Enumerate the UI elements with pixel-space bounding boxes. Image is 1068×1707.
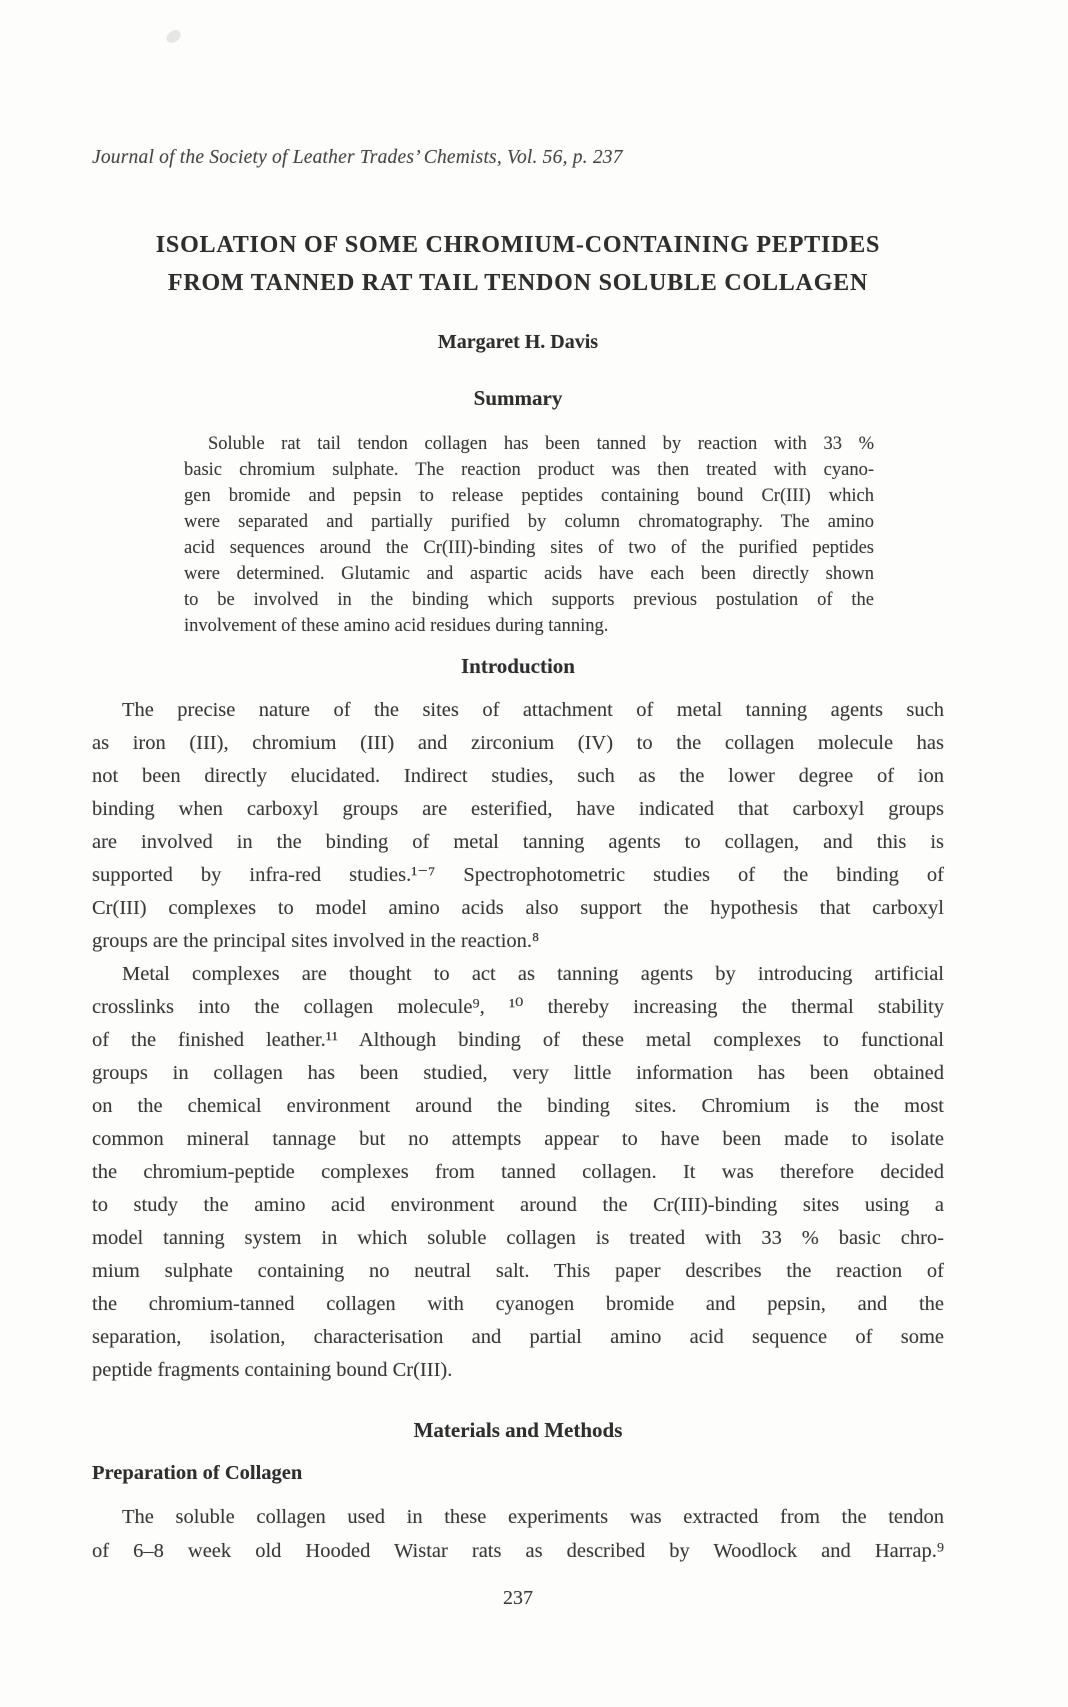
summary-paragraph xyxy=(184,431,874,639)
page-number: 237 xyxy=(503,1587,533,1609)
materials-and-methods-heading: Materials and Methods xyxy=(413,1418,623,1442)
text-line: The soluble collagen used in these experiments was extracted from the tendon xyxy=(122,1506,944,1528)
text-line: acid sequences around the Cr(III)-binding sites of two of the purified peptides xyxy=(184,538,874,558)
text-line: binding when carboxyl groups are esterified, have indicated that carboxyl groups xyxy=(92,798,944,820)
text-line: the chromium-peptide complexes from tanned collagen. It was therefore decided xyxy=(92,1161,944,1183)
summary-heading: Summary xyxy=(473,386,563,410)
text-line: of 6–8 week old Hooded Wistar rats as described by Woodlock and Harrap.⁹ xyxy=(92,1540,944,1562)
text-line: separation, isolation, characterisation and partial amino acid sequence of some xyxy=(92,1326,944,1348)
text-line: groups are the principal sites involved in the reaction.⁸ xyxy=(92,930,540,952)
text-line: basic chromium sulphate. The reaction product was then treated with cyano- xyxy=(184,460,874,480)
text-line: mium sulphate containing no neutral salt. This paper describes the reaction of xyxy=(92,1260,944,1282)
article-title xyxy=(92,226,944,302)
introduction-paragraph-1 xyxy=(92,694,944,958)
text-line: to be involved in the binding which supports previous postulation of the xyxy=(184,590,874,610)
author-name: Margaret H. Davis xyxy=(437,331,599,353)
text-line: to study the amino acid environment around the Cr(III)-binding sites using a xyxy=(92,1194,944,1216)
text-line: model tanning system in which soluble collagen is treated with 33 % basic chro- xyxy=(92,1227,944,1249)
text-line: not been directly elucidated. Indirect studies, such as the lower degree of ion xyxy=(92,765,944,787)
text-line: of the finished leather.¹¹ Although binding of these metal complexes to functional xyxy=(92,1029,944,1051)
text-line: were separated and partially purified by column chromatography. The amino xyxy=(184,512,874,532)
article-title-line-2: FROM TANNED RAT TAIL TENDON SOLUBLE COLLAGEN xyxy=(167,270,869,296)
text-line: on the chemical environment around the binding sites. Chromium is the most xyxy=(92,1095,944,1117)
journal-citation: Journal of the Society of Leather Trades’ Chemists, Vol. 56, p. 237 xyxy=(92,147,623,168)
text-line: Cr(III) complexes to model amino acids also support the hypothesis that carboxyl xyxy=(92,897,944,919)
text-line: Metal complexes are thought to act as tanning agents by introducing artificial xyxy=(122,963,944,985)
introduction-paragraph-2 xyxy=(92,958,944,1387)
methods-paragraph-1 xyxy=(92,1500,944,1568)
text-line: the chromium-tanned collagen with cyanogen bromide and pepsin, and the xyxy=(92,1293,944,1315)
text-line: supported by infra-red studies.¹⁻⁷ Spectrophotometric studies of the binding of xyxy=(92,864,944,886)
text-line: were determined. Glutamic and aspartic acids have each been directly shown xyxy=(184,564,874,584)
text-line: Soluble rat tail tendon collagen has been tanned by reaction with 33 % xyxy=(208,434,874,454)
text-line: as iron (III), chromium (III) and zirconium (IV) to the collagen molecule has xyxy=(92,732,944,754)
introduction-heading: Introduction xyxy=(461,654,575,678)
text-line: peptide fragments containing bound Cr(III). xyxy=(92,1359,453,1381)
text-line: The precise nature of the sites of attachment of metal tanning agents such xyxy=(122,699,944,721)
text-line: are involved in the binding of metal tanning agents to collagen, and this is xyxy=(92,831,944,853)
text-line: crosslinks into the collagen molecule⁹, ¹⁰ thereby increasing the thermal stability xyxy=(92,996,944,1018)
preparation-of-collagen-subheading: Preparation of Collagen xyxy=(92,1462,303,1484)
article-title-line-1: ISOLATION OF SOME CHROMIUM-CONTAINING PEPTIDES xyxy=(155,232,881,258)
text-line: common mineral tannage but no attempts appear to have been made to isolate xyxy=(92,1128,944,1150)
text-line: gen bromide and pepsin to release peptides containing bound Cr(III) which xyxy=(184,486,874,506)
text-line: groups in collagen has been studied, very little information has been obtained xyxy=(92,1062,944,1084)
text-line: involvement of these amino acid residues during tanning. xyxy=(184,616,609,636)
